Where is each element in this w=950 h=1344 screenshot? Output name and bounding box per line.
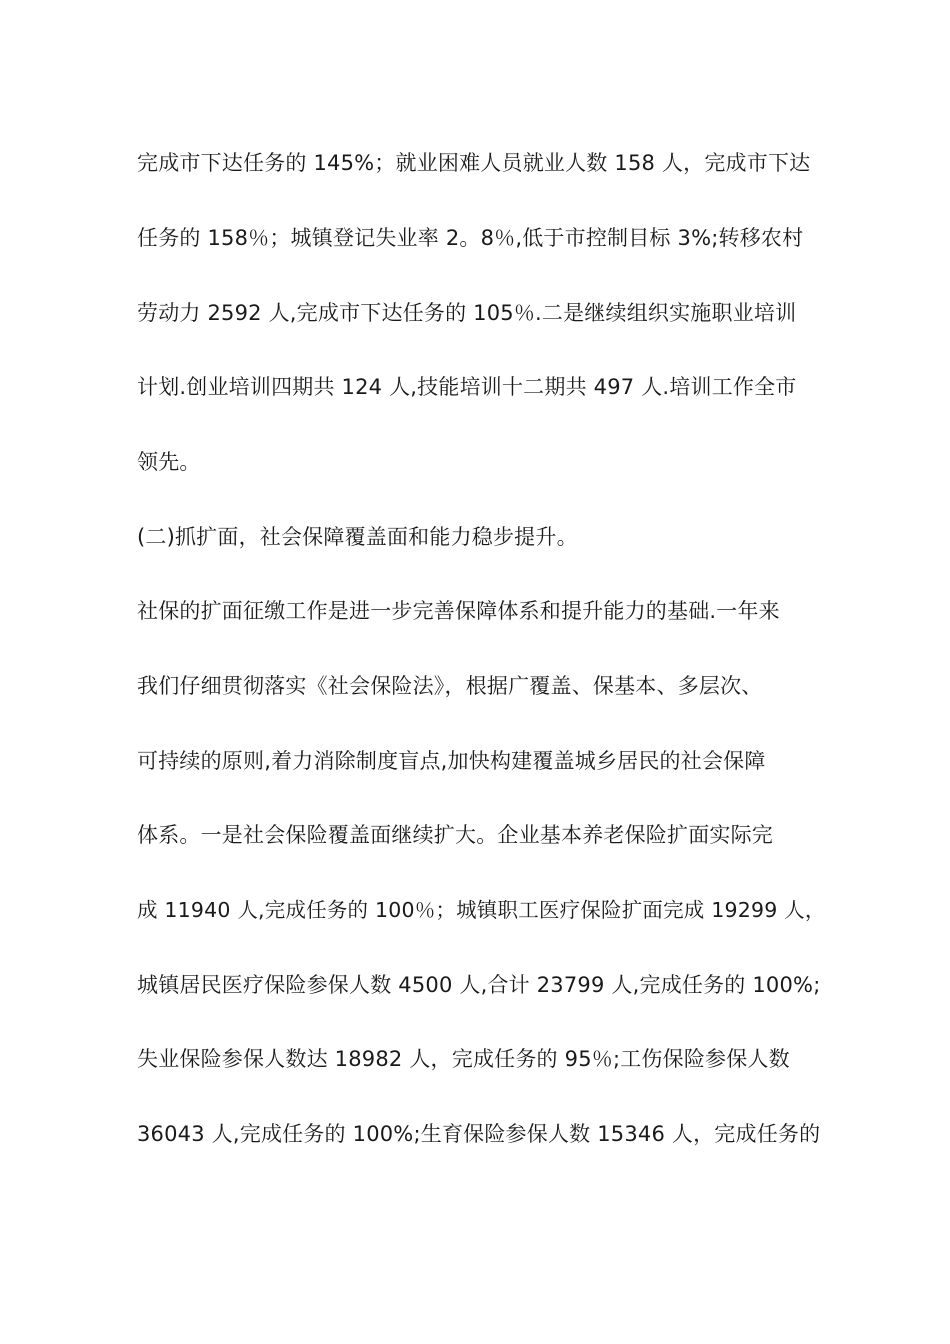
text-line: 领先。 — [137, 450, 201, 474]
text-line: 社保的扩面征缴工作是进一步完善保障体系和提升能力的基础.一年来 — [137, 599, 780, 623]
text-line: 36043 人,完成任务的 100%;生育保险参保人数 15346 人，完成任务的 — [137, 1122, 821, 1146]
text-line: 劳动力 2592 人,完成市下达任务的 105％.二是继续组织实施职业培训 — [137, 301, 797, 325]
text-line: 完成市下达任务的 145%；就业困难人员就业人数 158 人，完成市下达 — [137, 151, 811, 175]
text-line: 我们仔细贯彻落实《社会保险法》，根据广覆盖、保基本、多层次、 — [137, 674, 763, 698]
text-line: 任务的 158％；城镇登记失业率 2。8％,低于市控制目标 3%;转移农村 — [137, 226, 804, 250]
text-line: 失业保险参保人数达 18982 人，完成任务的 95％;工伤保险参保人数 — [137, 1047, 790, 1071]
text-line: 可持续的原则,着力消除制度盲点,加快构建覆盖城乡居民的社会保障 — [137, 749, 766, 773]
text-line: 计划.创业培训四期共 124 人,技能培训十二期共 497 人.培训工作全市 — [137, 375, 797, 399]
text-line: 体系。一是社会保险覆盖面继续扩大。企业基本养老保险扩面实际完 — [137, 823, 773, 847]
section-heading: (二)抓扩面，社会保障覆盖面和能力稳步提升。 — [137, 525, 578, 549]
text-line: 成 11940 人,完成任务的 100％；城镇职工医疗保险扩面完成 19299 人， — [137, 898, 826, 922]
text-line: 城镇居民医疗保险参保人数 4500 人,合计 23799 人,完成任务的 100%; — [137, 973, 821, 997]
